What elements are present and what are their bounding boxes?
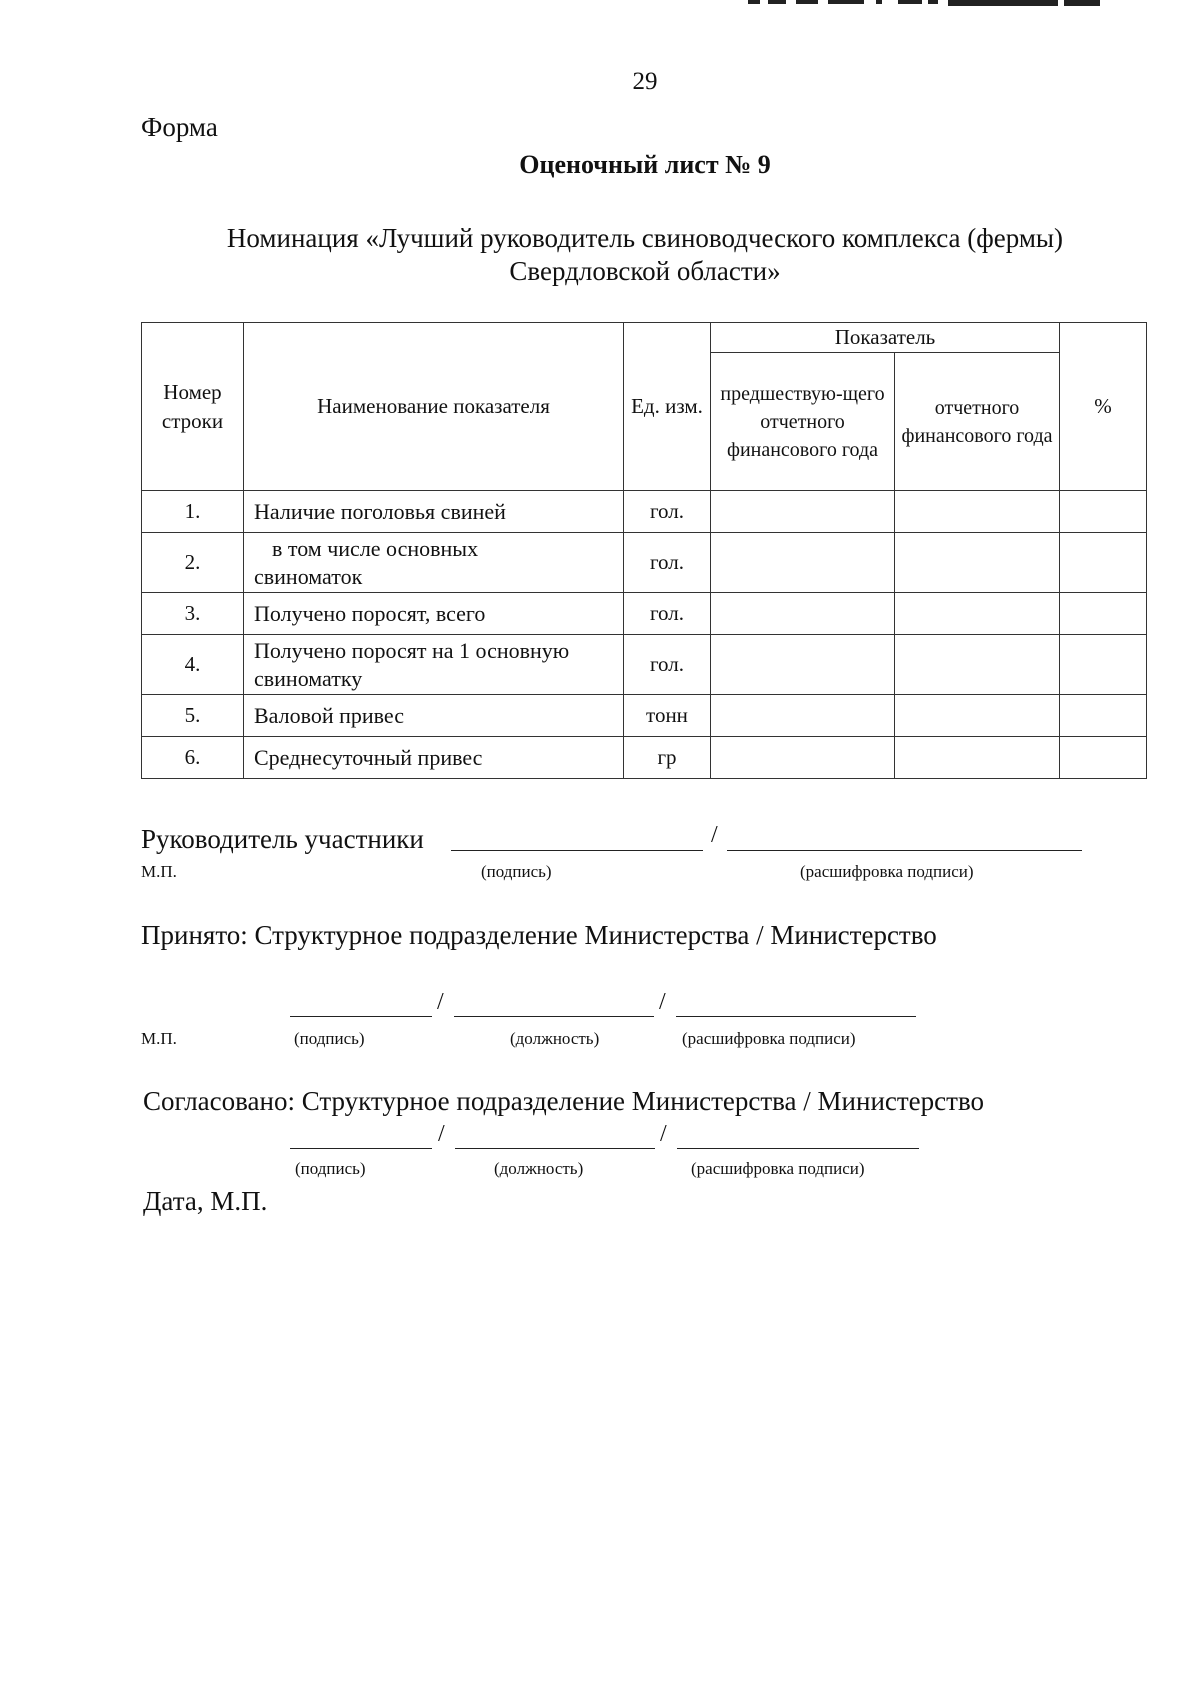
agreed-position-line[interactable]: [455, 1148, 655, 1149]
row-number: 6.: [142, 737, 244, 779]
nomination-title: [0, 222, 1200, 288]
accepted-signature-caption: (подпись): [294, 1029, 365, 1048]
row-unit: гол.: [624, 491, 711, 533]
cell-previous-year[interactable]: [711, 635, 895, 695]
cell-percent[interactable]: [1060, 695, 1147, 737]
participant-signature-caption: (подпись): [481, 862, 552, 881]
header-previous-year: предшествую-щего отчетного финансового года: [711, 353, 895, 491]
participant-mp: М.П.: [141, 862, 177, 881]
accepted-signature-line[interactable]: [290, 1016, 432, 1017]
participant-slash: /: [711, 822, 718, 848]
row-name: Среднесуточный привес: [244, 737, 624, 779]
cell-percent[interactable]: [1060, 533, 1147, 593]
accepted-label: Принято: Структурное подразделение Министерства / Министерство: [141, 920, 937, 950]
header-percent: %: [1060, 323, 1147, 491]
cell-reporting-year[interactable]: [895, 635, 1060, 695]
cell-percent[interactable]: [1060, 635, 1147, 695]
date-mp-label: Дата, М.П.: [143, 1186, 268, 1216]
row-name: [244, 635, 624, 695]
header-row-number: Номер строки: [142, 323, 244, 491]
agreed-signature-line[interactable]: [290, 1148, 432, 1149]
header-unit: Ед. изм.: [624, 323, 711, 491]
agreed-decoding-caption: (расшифровка подписи): [691, 1159, 865, 1178]
row-name: Наличие поголовья свиней: [244, 491, 624, 533]
scan-artifact-marks: [748, 0, 1148, 6]
cell-reporting-year[interactable]: [895, 533, 1060, 593]
participant-decoding-caption: (расшифровка подписи): [800, 862, 974, 881]
table-row: [142, 737, 1147, 779]
cell-percent[interactable]: [1060, 593, 1147, 635]
table-row: [142, 533, 1147, 593]
form-label: Форма: [141, 112, 218, 142]
nomination-line-1: Номинация «Лучший руководитель свиноводческого комплекса (фермы): [226, 223, 1064, 253]
agreed-signature-caption: (подпись): [295, 1159, 366, 1178]
accepted-decoding-line[interactable]: [676, 1016, 916, 1017]
row-number: 3.: [142, 593, 244, 635]
header-indicator-group: Показатель: [711, 323, 1060, 353]
row-number: 2.: [142, 533, 244, 593]
row-name-line-2: свиноматку: [254, 665, 363, 691]
accepted-position-line[interactable]: [454, 1016, 654, 1017]
row-number: 4.: [142, 635, 244, 695]
page-number: 29: [632, 68, 658, 95]
cell-previous-year[interactable]: [711, 737, 895, 779]
accepted-position-caption: (должность): [510, 1029, 600, 1048]
row-name: Получено поросят, всего: [244, 593, 624, 635]
participant-signature-line[interactable]: [451, 850, 703, 851]
row-unit: гр: [624, 737, 711, 779]
row-name-line-1: в том числе основных: [272, 535, 479, 561]
table-row: [142, 695, 1147, 737]
agreed-slash-2: /: [660, 1121, 667, 1147]
accepted-mp: М.П.: [141, 1029, 177, 1048]
agreed-slash-1: /: [438, 1121, 445, 1147]
cell-reporting-year[interactable]: [895, 737, 1060, 779]
agreed-decoding-line[interactable]: [677, 1148, 919, 1149]
cell-reporting-year[interactable]: [895, 491, 1060, 533]
agreed-label: Согласовано: Структурное подразделение Министерства / Министерство: [143, 1086, 985, 1116]
cell-previous-year[interactable]: [711, 695, 895, 737]
header-indicator-name: Наименование показателя: [244, 323, 624, 491]
row-name: [244, 533, 624, 593]
cell-percent[interactable]: [1060, 491, 1147, 533]
table-row: [142, 635, 1147, 695]
indicators-table: [141, 322, 1147, 779]
cell-reporting-year[interactable]: [895, 695, 1060, 737]
cell-previous-year[interactable]: [711, 593, 895, 635]
row-number: 1.: [142, 491, 244, 533]
accepted-slash-2: /: [659, 989, 666, 1015]
cell-previous-year[interactable]: [711, 533, 895, 593]
sheet-title: Оценочный лист № 9: [519, 150, 771, 179]
table-row: [142, 491, 1147, 533]
nomination-line-2: Свердловской области»: [509, 256, 781, 286]
row-unit: гол.: [624, 593, 711, 635]
row-name-line-1: Получено поросят на 1 основную: [254, 637, 570, 663]
cell-reporting-year[interactable]: [895, 593, 1060, 635]
table-row: [142, 593, 1147, 635]
participant-decoding-line[interactable]: [727, 850, 1082, 851]
row-name: Валовой привес: [244, 695, 624, 737]
cell-previous-year[interactable]: [711, 491, 895, 533]
row-unit: гол.: [624, 635, 711, 695]
row-unit: гол.: [624, 533, 711, 593]
accepted-slash-1: /: [437, 989, 444, 1015]
accepted-decoding-caption: (расшифровка подписи): [682, 1029, 856, 1048]
cell-percent[interactable]: [1060, 737, 1147, 779]
header-reporting-year: отчетного финансового года: [895, 353, 1060, 491]
row-unit: тонн: [624, 695, 711, 737]
row-number: 5.: [142, 695, 244, 737]
participant-head-label: Руководитель участники: [141, 824, 424, 854]
agreed-position-caption: (должность): [494, 1159, 584, 1178]
row-name-line-2: свиноматок: [254, 563, 363, 589]
